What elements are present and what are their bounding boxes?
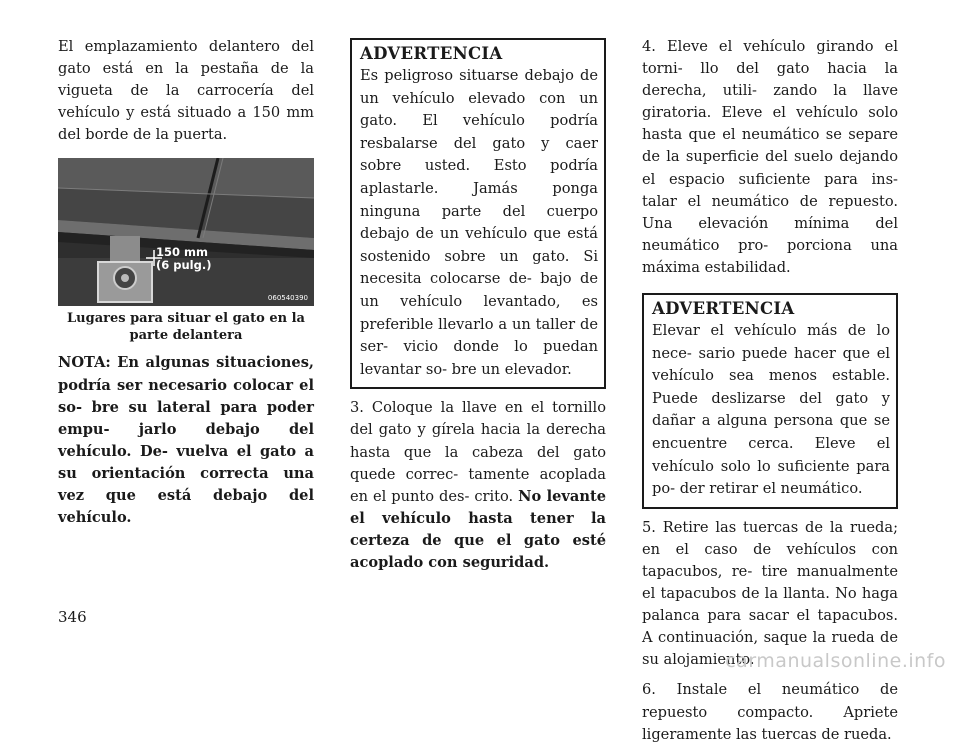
column-middle xyxy=(350,36,606,574)
jack-location-photo xyxy=(58,158,314,306)
step-5: 5. Retire las tuercas de la rueda; en el caso de vehículos con tapacubos, re- tire manualmente el tapacubos de la llanta. No haga palanca para sacar el tapacubos. A continuación, saque la rueda de su alojamiento. xyxy=(642,518,898,669)
warning-text-2: Elevar el vehículo más de lo nece- sario puede hacer que el vehículo sea menos estable. Puede deslizarse del gato y dañar a alguna persona que se encuentre cerca. Eleve el vehículo solo lo suficiente para po- der retirar el neumático. xyxy=(652,322,890,498)
warning-box-2 xyxy=(642,293,898,509)
warning-title-2: ADVERTENCIA xyxy=(652,299,795,319)
step-3: 3. Coloque la llave en el tornillo del gato y gírela hacia la derecha hasta que la cabeza del gato quede correc- tamente acoplada en el punto des- crito. No levante el vehículo hasta tener la certeza de que el gato esté acoplado con seguridad. xyxy=(350,399,607,571)
step-6: 6. Instale el neumático de repuesto compacto. Apriete ligeramente las tuercas de rueda. xyxy=(642,681,898,743)
vehicle-underside-illustration xyxy=(58,158,314,306)
warning-title: ADVERTENCIA xyxy=(360,44,503,63)
dimension-label: 150 mm (6 pulg.) xyxy=(156,245,212,273)
step-4: 4. Eleve el vehículo girando el torni- llo del gato hacia la derecha, utili- zando la llave giratoria. Eleve el vehículo solo hasta que el neumático se separe de la superficie del suelo dejando el espacio suficiente para ins- talar el neumático de repuesto. Una elevación mínima del neumático pro- porciona una máxima estabilidad. xyxy=(642,38,898,276)
column-left xyxy=(58,36,314,529)
figure-caption: Lugares para situar el gato en la parte delantera xyxy=(67,311,305,344)
warning-text: Es peligroso situarse debajo de un vehículo elevado con un gato. El vehículo podría resbalarse del gato y caer sobre usted. Esto podría aplastarle. Jamás ponga ninguna parte del cuerpo debajo de un vehículo que está sostenido sobre un gato. Si necesita colocarse de- bajo de un vehículo levantado, es preferible llevarlo a un taller de ser- vicio donde lo puedan levantar so- bre un elevador. xyxy=(360,67,598,378)
intro-paragraph: El emplazamiento delantero del gato está en la pestaña de la vigueta de la carrocería del vehículo y está situado a 150 mm del borde de la puerta. xyxy=(58,38,314,144)
note-paragraph: NOTA: En algunas situaciones, podría ser necesario colocar el so- bre su lateral para poder empu- jarlo debajo del vehículo. De- vuelva el gato a su orientación correcta una vez que está debajo del vehículo. xyxy=(58,354,314,527)
warning-box xyxy=(350,38,606,389)
site-watermark: carmanualsonline.info xyxy=(725,650,946,672)
column-right xyxy=(642,36,898,746)
page-number: 346 xyxy=(58,608,87,626)
figure-code: 060540390 xyxy=(267,294,308,303)
